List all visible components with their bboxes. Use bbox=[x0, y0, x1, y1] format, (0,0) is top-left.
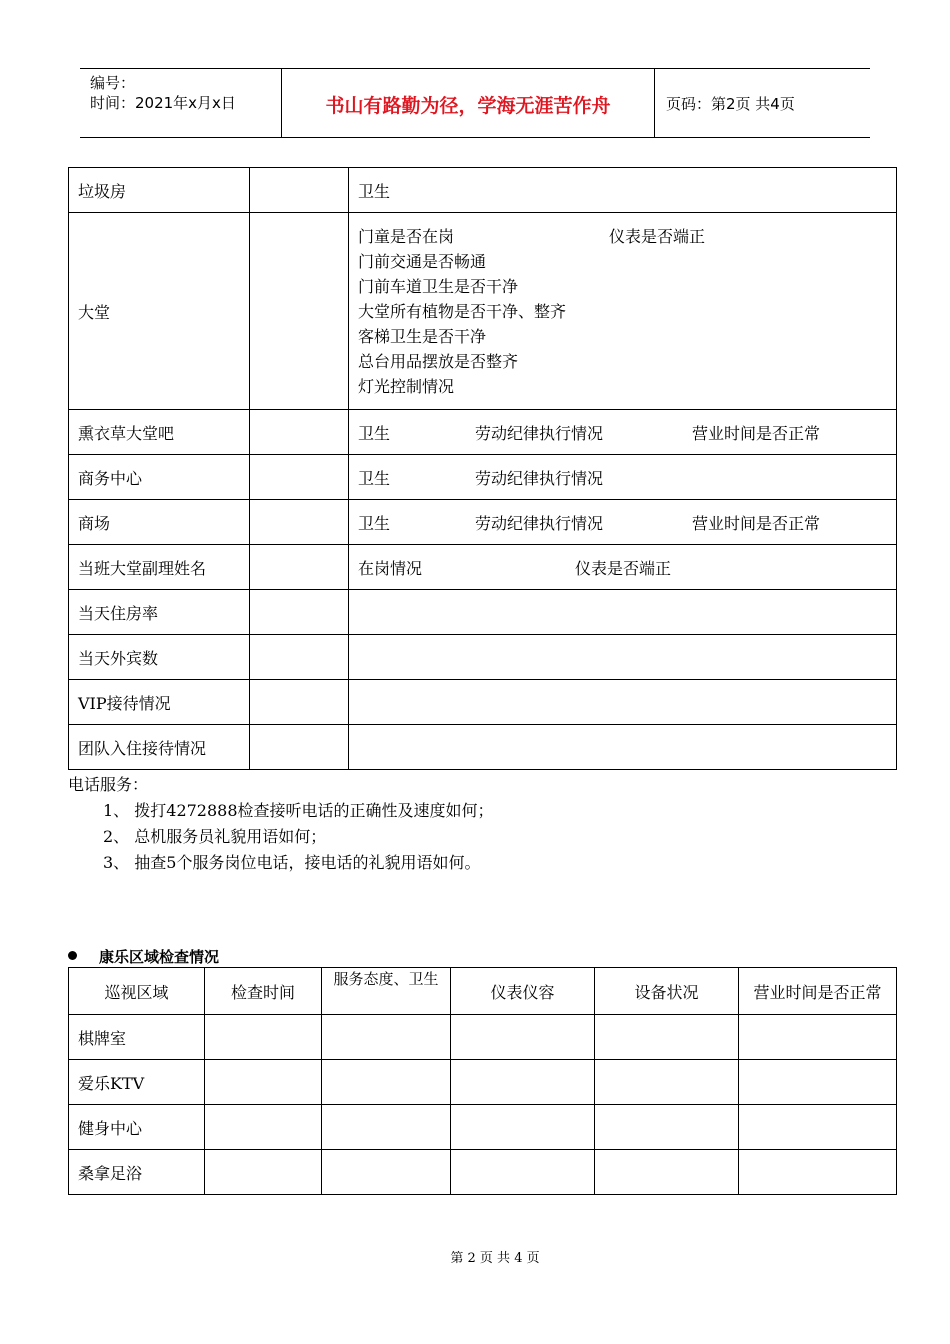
blank-cell[interactable] bbox=[250, 590, 349, 635]
table-row bbox=[69, 1015, 897, 1060]
blank-cell[interactable] bbox=[250, 455, 349, 500]
header-divider bbox=[654, 69, 655, 137]
check-items bbox=[349, 500, 897, 545]
area-name: 垃圾房 bbox=[69, 168, 250, 213]
blank-cell[interactable] bbox=[451, 1015, 595, 1060]
blank-cell[interactable] bbox=[322, 1105, 451, 1150]
blank-cell[interactable] bbox=[322, 1060, 451, 1105]
check-item: 门童是否在岗 bbox=[358, 226, 455, 246]
check-item: 仪表是否端正 bbox=[575, 559, 672, 578]
blank-cell[interactable] bbox=[250, 680, 349, 725]
check-line bbox=[358, 224, 896, 249]
blank-cell[interactable] bbox=[205, 1060, 322, 1105]
blank-cell[interactable] bbox=[739, 1015, 897, 1060]
table-row bbox=[69, 213, 897, 410]
table-row bbox=[69, 1060, 897, 1105]
blank-cell[interactable] bbox=[595, 1060, 739, 1105]
blank-cell[interactable] bbox=[205, 1015, 322, 1060]
table-row bbox=[69, 590, 897, 635]
check-items bbox=[349, 168, 897, 213]
table-row bbox=[69, 410, 897, 455]
check-item: 卫生 bbox=[358, 469, 391, 488]
column-header: 服务态度、卫生 bbox=[322, 968, 451, 1015]
check-item: 劳动纪律执行情况 bbox=[475, 514, 604, 533]
blank-cell[interactable] bbox=[451, 1150, 595, 1195]
check-items bbox=[349, 545, 897, 590]
check-line: 灯光控制情况 bbox=[358, 376, 455, 396]
bullet-icon bbox=[68, 951, 77, 960]
phone-service-title: 电话服务： bbox=[68, 775, 149, 794]
blank-cell[interactable] bbox=[250, 545, 349, 590]
check-item: 营业时间是否正常 bbox=[692, 424, 821, 443]
blank-cell[interactable] bbox=[451, 1105, 595, 1150]
check-line: 门前交通是否畅通 bbox=[358, 251, 487, 271]
blank-cell[interactable] bbox=[349, 590, 897, 635]
blank-cell[interactable] bbox=[205, 1105, 322, 1150]
area-name: 桑拿足浴 bbox=[69, 1150, 205, 1195]
area-name: 当天住房率 bbox=[69, 590, 250, 635]
area-name: VIP接待情况 bbox=[69, 680, 250, 725]
table-header-row bbox=[69, 968, 897, 1015]
check-item: 卫生 bbox=[358, 424, 391, 443]
check-items bbox=[349, 455, 897, 500]
check-item: 劳动纪律执行情况 bbox=[475, 424, 604, 443]
check-item: 仪表是否端正 bbox=[609, 226, 706, 246]
check-line: 大堂所有植物是否干净、整齐 bbox=[358, 301, 567, 321]
list-item: 3、 抽查5个服务岗位电话，接电话的礼貌用语如何。 bbox=[103, 853, 481, 872]
inspection-table bbox=[68, 167, 897, 770]
area-name: 大堂 bbox=[69, 213, 250, 410]
check-item: 卫生 bbox=[358, 514, 391, 533]
check-line: 门前车道卫生是否干净 bbox=[358, 276, 519, 296]
check-items bbox=[349, 213, 897, 410]
area-name: 当天外宾数 bbox=[69, 635, 250, 680]
blank-cell[interactable] bbox=[595, 1105, 739, 1150]
area-name: 健身中心 bbox=[69, 1105, 205, 1150]
blank-cell[interactable] bbox=[250, 410, 349, 455]
area-name: 商务中心 bbox=[69, 455, 250, 500]
table-row bbox=[69, 725, 897, 770]
area-name: 棋牌室 bbox=[69, 1015, 205, 1060]
header-meta bbox=[90, 73, 236, 113]
blank-cell[interactable] bbox=[250, 635, 349, 680]
blank-cell[interactable] bbox=[595, 1150, 739, 1195]
column-header: 巡视区域 bbox=[69, 968, 205, 1015]
check-item: 营业时间是否正常 bbox=[692, 514, 821, 533]
blank-cell[interactable] bbox=[205, 1150, 322, 1195]
page-header bbox=[80, 68, 870, 138]
list-item: 1、 拨打4272888检查接听电话的正确性及速度如何； bbox=[103, 801, 494, 820]
recreation-title: 康乐区域检查情况 bbox=[99, 948, 220, 966]
table-row bbox=[69, 545, 897, 590]
header-page-label: 页码：第2页 共4页 bbox=[666, 95, 795, 113]
table-row bbox=[69, 680, 897, 725]
blank-cell[interactable] bbox=[595, 1015, 739, 1060]
table-row bbox=[69, 1105, 897, 1150]
blank-cell[interactable] bbox=[739, 1105, 897, 1150]
time-label: 时间：2021年x月x日 bbox=[90, 94, 236, 112]
recreation-heading bbox=[68, 946, 219, 967]
check-items bbox=[349, 410, 897, 455]
recreation-table bbox=[68, 967, 897, 1195]
check-item: 劳动纪律执行情况 bbox=[475, 469, 604, 488]
blank-cell[interactable] bbox=[322, 1150, 451, 1195]
blank-cell[interactable] bbox=[739, 1060, 897, 1105]
check-line: 总台用品摆放是否整齐 bbox=[358, 351, 519, 371]
column-header: 营业时间是否正常 bbox=[739, 968, 897, 1015]
list-item: 2、 总机服务员礼貌用语如何； bbox=[103, 827, 327, 846]
check-item: 在岗情况 bbox=[358, 559, 423, 578]
check-line: 客梯卫生是否干净 bbox=[358, 326, 487, 346]
area-name: 商场 bbox=[69, 500, 250, 545]
table-row bbox=[69, 455, 897, 500]
blank-cell[interactable] bbox=[250, 500, 349, 545]
table-row bbox=[69, 635, 897, 680]
header-motto: 书山有路勤为径，学海无涯苦作舟 bbox=[325, 95, 611, 117]
blank-cell[interactable] bbox=[349, 725, 897, 770]
table-row bbox=[69, 1150, 897, 1195]
number-label: 编号： bbox=[90, 74, 136, 92]
area-name: 当班大堂副理姓名 bbox=[69, 545, 250, 590]
blank-cell[interactable] bbox=[349, 680, 897, 725]
blank-cell[interactable] bbox=[349, 635, 897, 680]
area-name: 团队入住接待情况 bbox=[69, 725, 250, 770]
blank-cell[interactable] bbox=[250, 213, 349, 410]
check-item: 卫生 bbox=[358, 182, 391, 201]
page-footer: 第 2 页 共 4 页 bbox=[450, 1251, 540, 1266]
table-row bbox=[69, 500, 897, 545]
area-name: 爱乐KTV bbox=[69, 1060, 205, 1105]
blank-cell[interactable] bbox=[250, 725, 349, 770]
table-row bbox=[69, 168, 897, 213]
blank-cell[interactable] bbox=[322, 1015, 451, 1060]
blank-cell[interactable] bbox=[451, 1060, 595, 1105]
blank-cell[interactable] bbox=[250, 168, 349, 213]
phone-service-section bbox=[68, 772, 494, 876]
blank-cell[interactable] bbox=[739, 1150, 897, 1195]
area-name: 熏衣草大堂吧 bbox=[69, 410, 250, 455]
column-header: 设备状况 bbox=[595, 968, 739, 1015]
column-header: 检查时间 bbox=[205, 968, 322, 1015]
column-header: 仪表仪容 bbox=[451, 968, 595, 1015]
